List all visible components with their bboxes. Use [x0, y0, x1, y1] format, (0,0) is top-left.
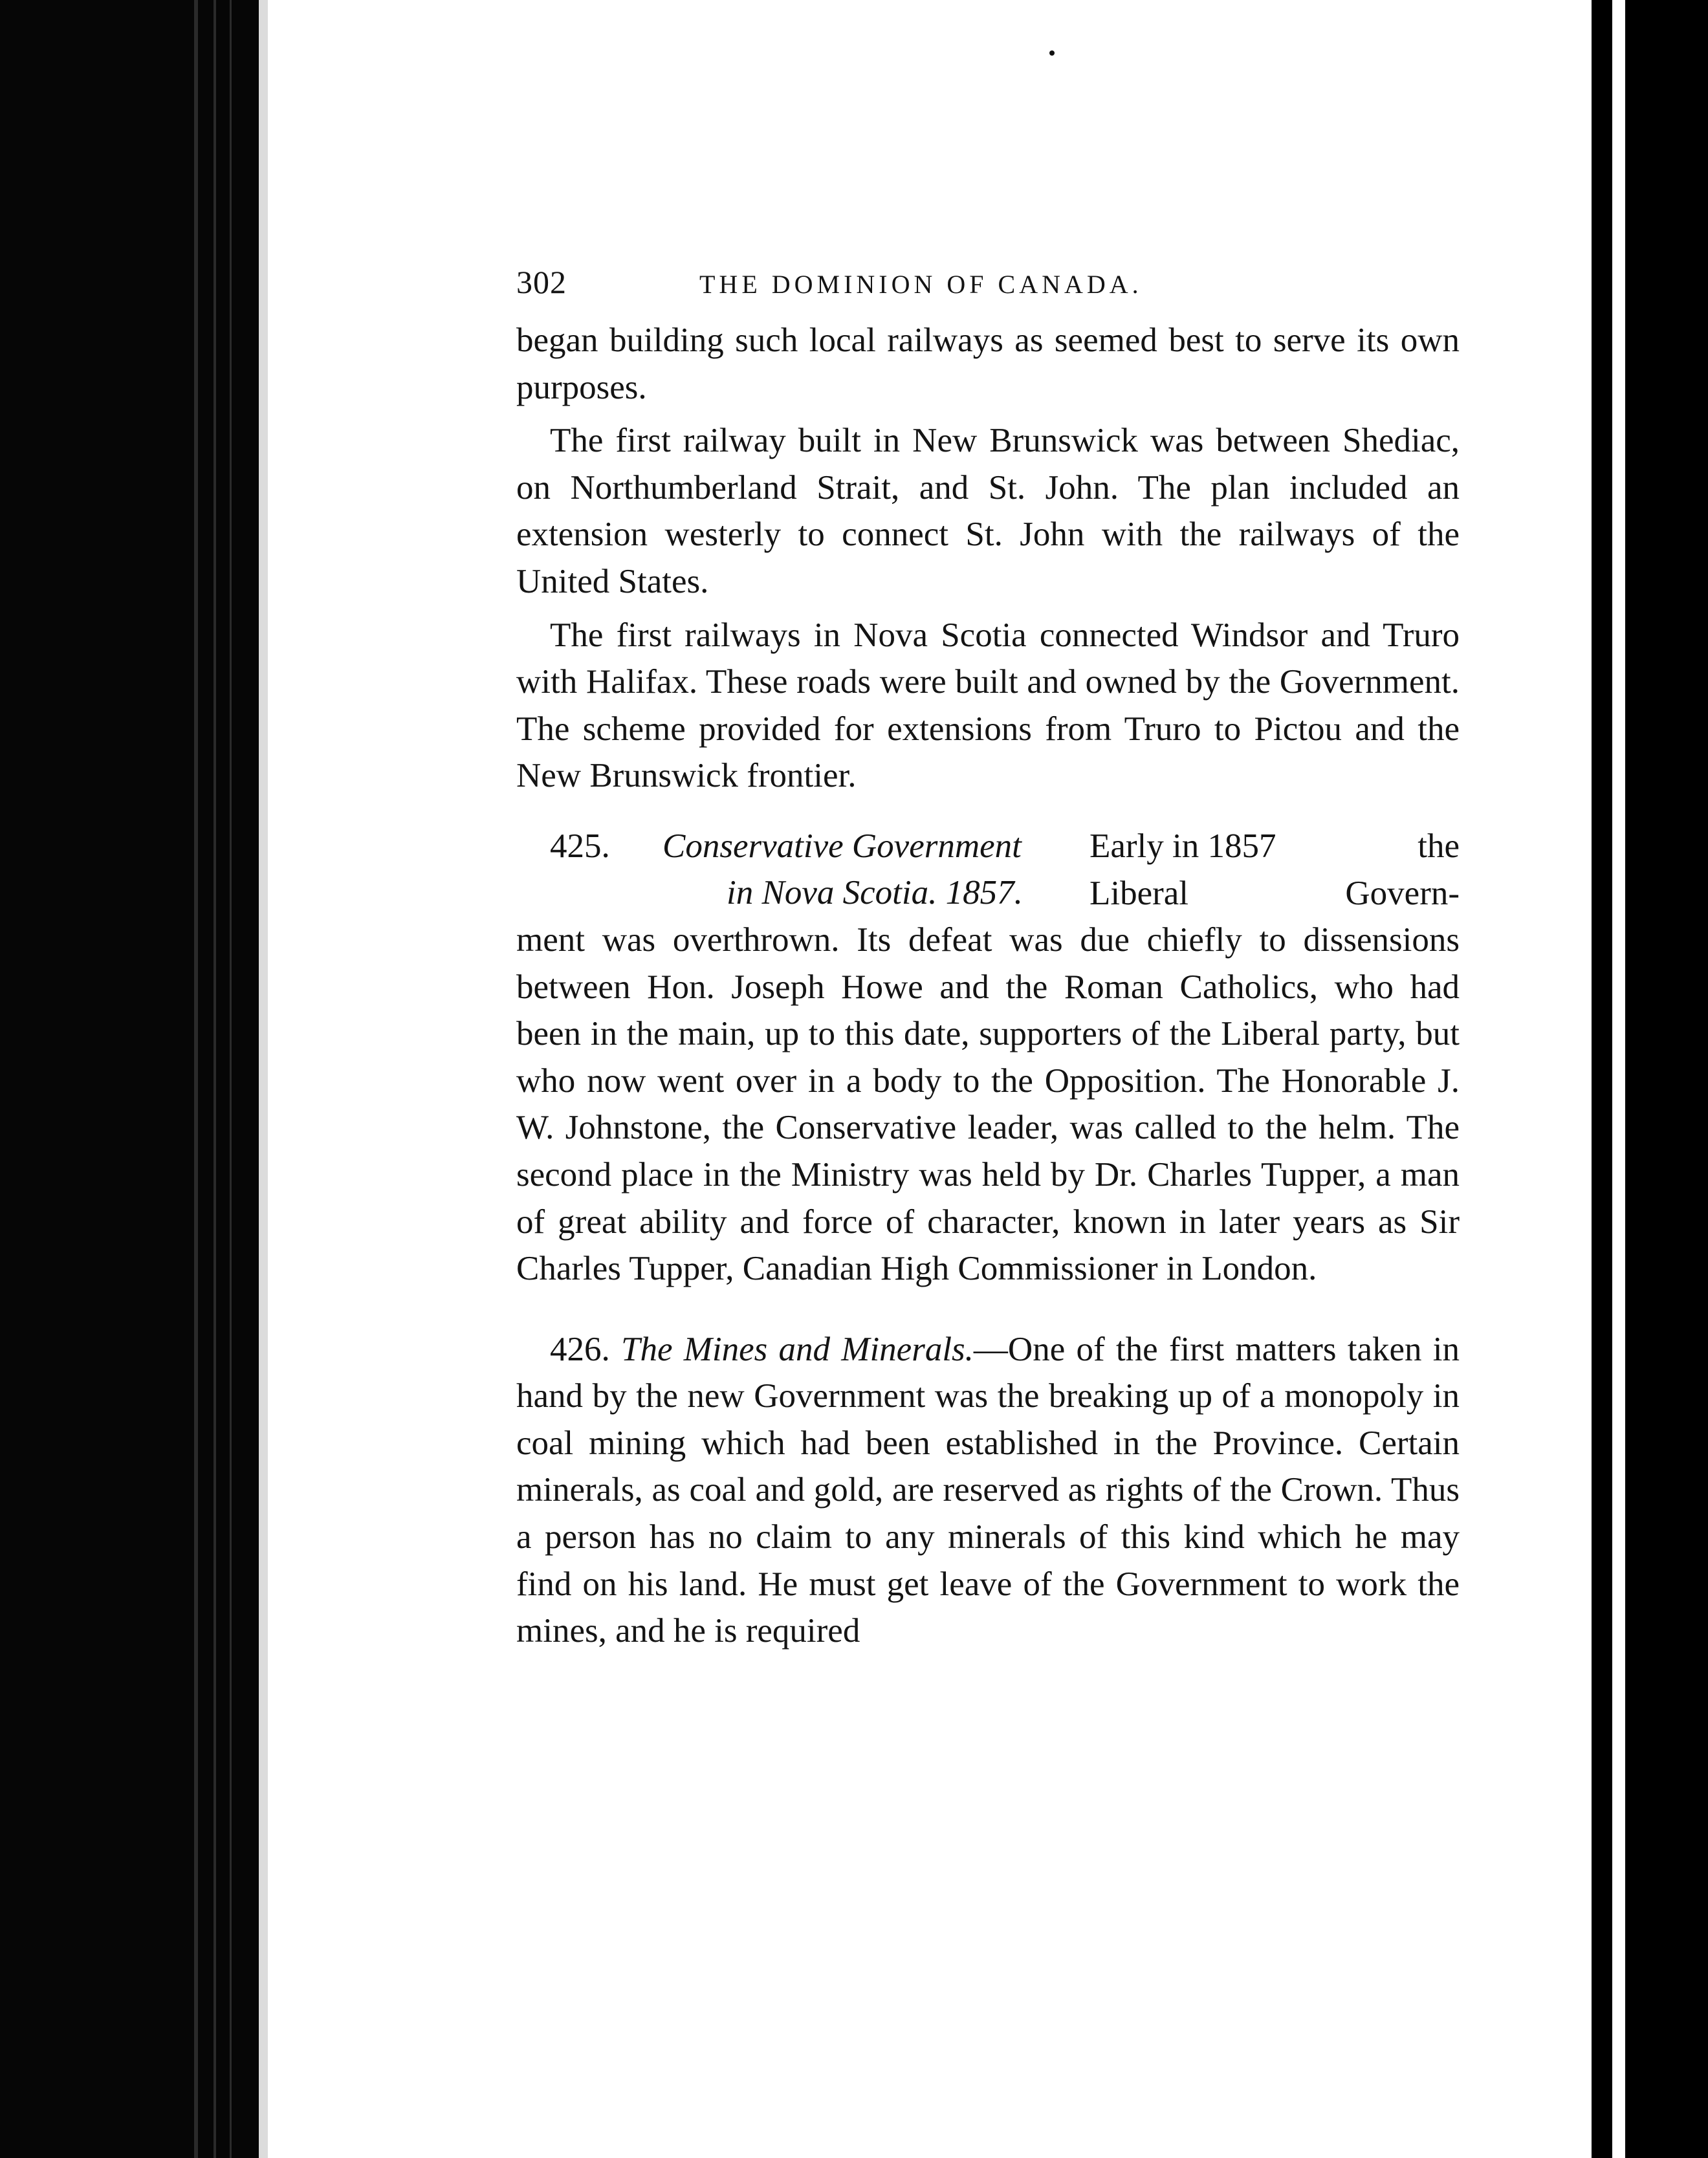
- binding-stripe: [194, 0, 198, 2158]
- section-body: —One of the first matters taken in hand by the new Government was the breaking up of a monopoly in coal mining which had been established in the Province. Certain minerals, as coal and gold, are reserved as rights of the Crown. Thus a person has no claim to any minerals of this kind which he may find on his land. He must get leave of the Government to work the mines, and he is required: [516, 1330, 1460, 1650]
- left-binding-shadow: [0, 0, 259, 2158]
- running-head-title: THE DOMINION OF CANADA.: [699, 270, 1143, 299]
- scan-speck: [1049, 50, 1055, 56]
- binding-stripe: [214, 0, 216, 2158]
- side-text-fragment: Early in 1857: [1089, 827, 1276, 865]
- side-text-fragment: Liberal: [1089, 874, 1189, 912]
- page-edge: [259, 0, 268, 2158]
- section-title-line-2: in Nova Scotia. 1857.: [727, 873, 1023, 911]
- right-binding-shadow: [1592, 0, 1708, 2158]
- section-number: 426.: [550, 1330, 610, 1368]
- paragraph-new-brunswick: The first railway built in New Brunswick was between Shediac, on Northumberland Strait, and St. John. The plan included an extension westerly to connect St. John with the railways of the United States.: [516, 422, 1460, 600]
- adjacent-page-edge: [1612, 0, 1625, 2158]
- paragraph-nova-scotia: The first railways in Nova Scotia connected Windsor and Truro with Halifax. These roads were built and owned by the Government. The scheme provided for extensions from Truro to Pictou and the New Brunswick frontier.: [516, 616, 1460, 795]
- section-number: 425.: [550, 827, 610, 865]
- side-text-line: [1089, 870, 1460, 917]
- page-text: [516, 259, 1460, 1689]
- heading-left: [516, 823, 1089, 917]
- side-text-line: [1089, 823, 1460, 870]
- section-title-line-1: Conservative Government: [662, 827, 1022, 865]
- page-number: 302: [516, 264, 567, 300]
- section-426: [516, 1326, 1460, 1655]
- section-body: ment was overthrown. Its defeat was due chiefly to dissensions between Hon. Joseph Howe and the Roman Catholics, who had been in the main, up to this date, supporters of the Liberal party, but who now went over in a body to the Opposition. The Honorable J. W. Johnstone, the Conservative leader, was called to the helm. The second place in the Ministry was held by Dr. Charles Tupper, a man of great ability and force of character, known in later years as Sir Charles Tupper, Canadian High Commissioner in London.: [516, 921, 1460, 1288]
- binding-stripe: [230, 0, 232, 2158]
- paragraph-continuation: began building such local railways as seemed best to serve its own purposes.: [516, 322, 1460, 406]
- section-heading: [516, 823, 1460, 917]
- running-head: [516, 259, 1460, 317]
- heading-side-text: [1089, 823, 1460, 917]
- side-text-fragment: the: [1418, 827, 1460, 865]
- section-title: The Mines and Minerals.: [621, 1330, 974, 1368]
- section-425: [516, 823, 1460, 1292]
- side-text-fragment: Govern-: [1345, 874, 1460, 912]
